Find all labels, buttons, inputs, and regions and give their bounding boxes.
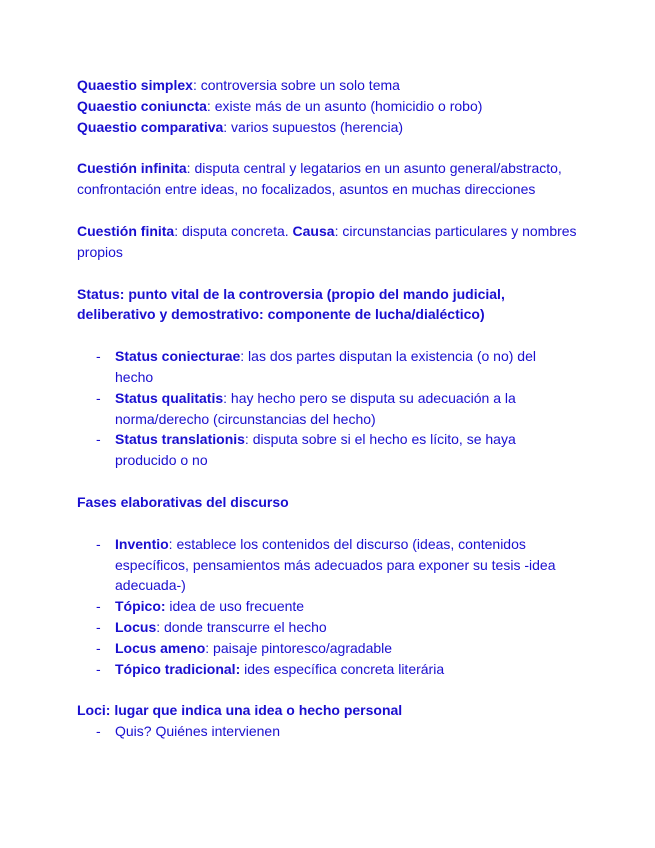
list-item bbox=[77, 659, 577, 680]
term: Status qualitatis bbox=[115, 389, 224, 406]
definition: : las dos partes disputan la existencia (o no) del hecho bbox=[115, 348, 536, 385]
list-item bbox=[77, 346, 577, 388]
heading-text: Fases elaborativas del discurso bbox=[77, 493, 289, 510]
definition: : disputa central y legatarios en un asunto general/abstracto, confrontación entre ideas, no focalizados, asuntos en muchas direcciones bbox=[77, 160, 562, 198]
cuestion-finita-paragraph bbox=[77, 221, 577, 263]
loci-heading bbox=[77, 700, 577, 721]
definition: : disputa sobre si el hecho es lícito, se haya producido o no bbox=[115, 431, 516, 469]
term: Quaestio comparativa bbox=[77, 118, 224, 135]
term: Inventio bbox=[115, 535, 169, 552]
definition: Quis? Quiénes intervienen bbox=[115, 723, 280, 740]
term: Status translationis bbox=[115, 431, 245, 448]
list-item bbox=[77, 534, 577, 596]
term: Tópico: bbox=[115, 598, 166, 615]
definition: : existe más de un asunto (homicidio o robo) bbox=[206, 97, 483, 114]
document-content bbox=[77, 75, 577, 742]
definition: : hay hecho pero se disputa su adecuación a la norma/derecho (circunstancias del hecho) bbox=[115, 389, 516, 427]
list-item bbox=[77, 388, 577, 430]
list-item bbox=[77, 596, 577, 617]
heading-text: Status: punto vital de la controversia (propio del mando judicial, deliberativo y demostrativo: componente de lucha/dialéctico) bbox=[77, 285, 505, 323]
list-item bbox=[77, 429, 577, 471]
fases-list bbox=[77, 534, 577, 680]
list-item bbox=[77, 617, 577, 638]
term: Cuestión finita bbox=[77, 222, 175, 239]
term: Locus bbox=[115, 618, 157, 635]
definition: idea de uso frecuente bbox=[165, 598, 305, 615]
status-heading bbox=[77, 284, 577, 326]
quaestio-comparativa-line bbox=[77, 117, 577, 138]
heading-text: Loci: lugar que indica una idea o hecho personal bbox=[77, 702, 403, 719]
loci-list bbox=[77, 721, 577, 742]
list-item bbox=[77, 721, 577, 742]
definition: : varios supuestos (herencia) bbox=[223, 118, 404, 135]
term: Status coniecturae bbox=[115, 348, 241, 365]
term: Tópico tradicional: bbox=[115, 660, 241, 677]
term: Quaestio coniuncta bbox=[77, 97, 207, 114]
term: Cuestión infinita bbox=[77, 160, 187, 177]
cuestion-infinita-paragraph bbox=[77, 158, 577, 200]
definition: : paisaje pintoresco/agradable bbox=[205, 639, 393, 656]
status-list bbox=[77, 346, 577, 471]
definition: : disputa concreta. bbox=[174, 222, 293, 239]
list-item bbox=[77, 638, 577, 659]
fases-heading bbox=[77, 492, 577, 513]
definition: : controversia sobre un solo tema bbox=[192, 77, 400, 93]
quaestio-simplex-line bbox=[77, 75, 577, 96]
quaestio-coniuncta-line bbox=[77, 96, 577, 117]
term: Quaestio simplex bbox=[77, 77, 193, 93]
term: Locus ameno bbox=[115, 639, 206, 656]
definition: ides específica concreta literária bbox=[240, 660, 445, 677]
definition: : circunstancias particulares y nombres propios bbox=[77, 222, 577, 260]
definition: : establece los contenidos del discurso (ideas, contenidos específicos, pensamientos más adecuados para exponer su tesis -idea adecuada-) bbox=[115, 535, 556, 594]
definition: : donde transcurre el hecho bbox=[156, 618, 327, 635]
term: Causa bbox=[292, 222, 335, 239]
